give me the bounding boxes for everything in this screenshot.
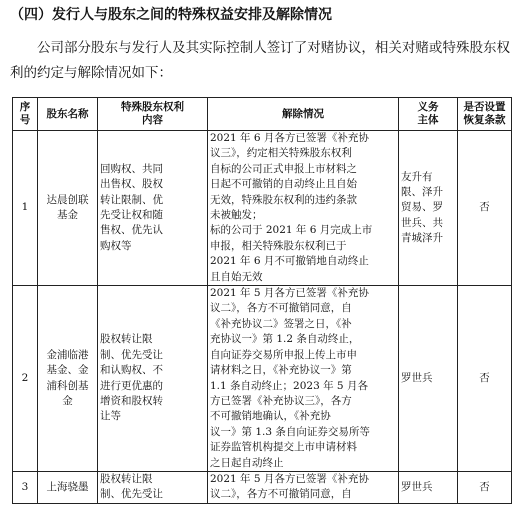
row-restore: 否: [458, 471, 512, 503]
row-no: 2: [13, 286, 38, 472]
header-shareholder: 股东名称: [38, 98, 98, 131]
header-release: 解除情况: [208, 98, 399, 131]
header-restore: 是否设置 恢复条款: [458, 98, 512, 131]
row-shareholder: 达晨创联 基金: [38, 131, 98, 286]
table-row: [13, 286, 512, 472]
section-heading: （四）发行人与股东之间的特殊权益安排及解除情况: [10, 7, 332, 23]
row-restore: 否: [458, 131, 512, 286]
row-no: 3: [13, 471, 38, 503]
header-no: 序 号: [13, 98, 38, 131]
row-rights: 回购权、共同 出售权、股权 转让限制、优 先受让权和随 售权、优先认 购权等: [98, 131, 208, 286]
row-rights: 股权转让限 制、优先受让: [98, 471, 208, 503]
table-row: [13, 471, 512, 503]
row-no: 1: [13, 131, 38, 286]
header-party: 义务 主体: [399, 98, 458, 131]
row-party: 罗世兵: [399, 471, 458, 503]
row-release: 2021 年 6 月各方已签署《补充协 议三》，约定相关特殊股东权利 自标的公司正式申报上市材料之 日起不可撤销的自动终止且自始 无效，特殊股东权利的违约条款 未被触发； 标的公司于 2021 年 6 月完成上市 申报，相关特殊股东权利已于 2021 年 6 月不可撤销地自动终止 且自始无效: [208, 131, 399, 286]
row-party: 友升有 限、泽升 贸易、罗 世兵、共 青城泽升: [399, 131, 458, 286]
table-row: [13, 131, 512, 286]
row-party: 罗世兵: [399, 286, 458, 472]
row-shareholder: 金浦临港 基金、金 浦科创基 金: [38, 286, 98, 472]
row-release: 2021 年 5 月各方已签署《补充协 议二》，各方不可撤销同意，自: [208, 471, 399, 503]
row-restore: 否: [458, 286, 512, 472]
row-release: 2021 年 5 月各方已签署《补充协 议二》，各方不可撤销同意，自 《补充协议二》签署之日，《补 充协议一》第 1.2 条自动终止， 自向证券交易所申报上传上市申 请材料之日，《补充协议一》第 1.1 条自动终止；2023 年 5 月各 方已签署《补充协议三》，各方 不可撤销地确认，《补充协 议一》第 1.3 条自向证券交易所等 证券监管机构提交上市申请材料 之日起自动终止: [208, 286, 399, 472]
header-rights: 特殊股东权利 内容: [98, 98, 208, 131]
row-rights: 股权转让限 制、优先受让 和认购权、不 进行更优惠的 增资和股权转 让等: [98, 286, 208, 472]
row-shareholder: 上海骁墨: [38, 471, 98, 503]
special-rights-table: [12, 97, 512, 504]
intro-paragraph: 公司部分股东与发行人及其实际控制人签订了对赌协议，相关对赌或特殊股东权利的约定与解除情况如下：: [10, 40, 510, 81]
table-header-row: [13, 98, 512, 131]
